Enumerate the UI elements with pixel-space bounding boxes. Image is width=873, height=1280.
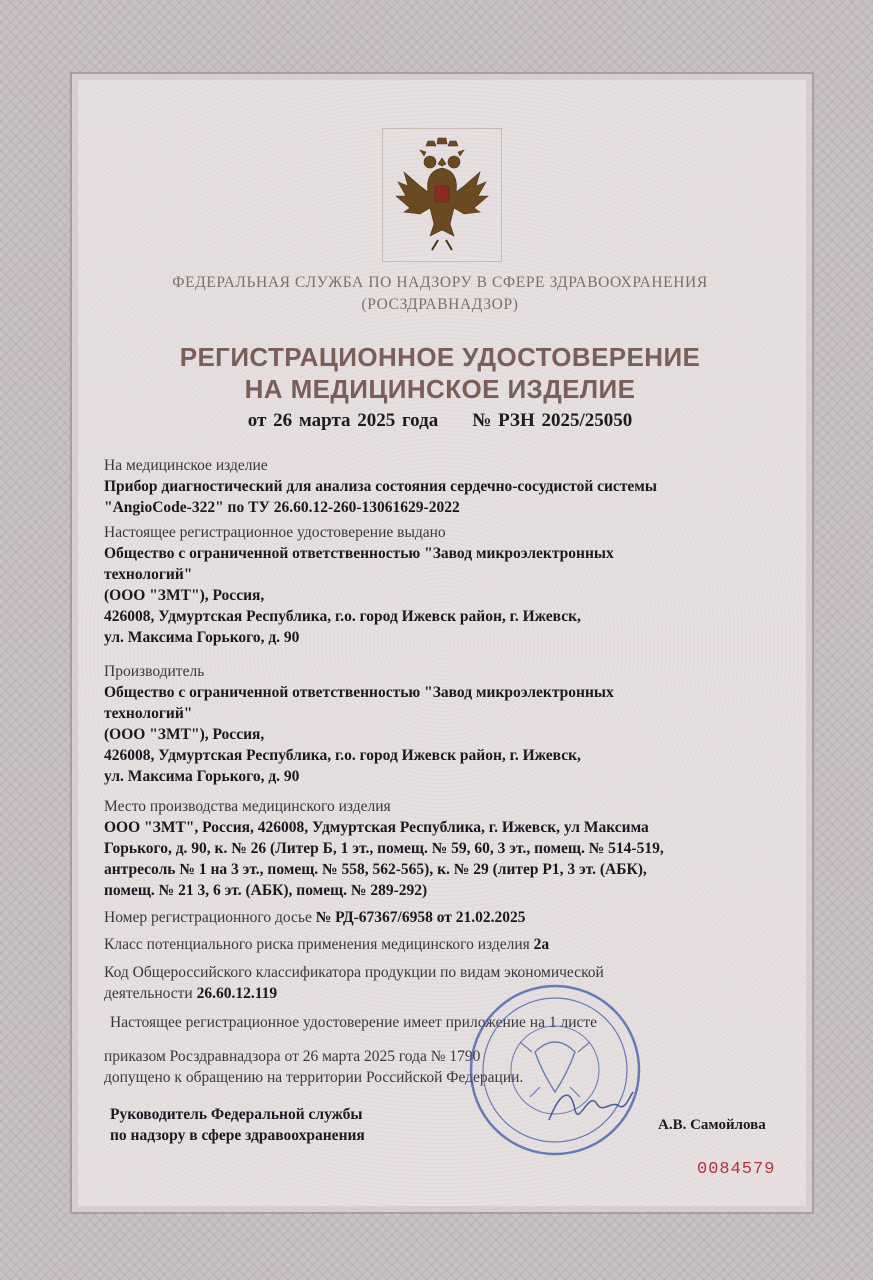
issued-to-value: Общество с ограниченной ответственностью "Завод микроэлектронных технологий" (ООО "ЗМТ"), Россия, 426008, Удмуртская Республика, г.о. город Ижевск район, г. Ижевск, ул. Максима Горького, д. 90 xyxy=(104,545,614,646)
risk-class-value: 2а xyxy=(533,936,550,953)
device-value: Прибор диагностический для анализа состояния сердечно-сосудистой системы "AngioCode-322" по ТУ 26.60.12-260-13061629-2022 xyxy=(104,478,657,516)
okpd-label-line1: Код Общероссийского классификатора продукции по видам экономической xyxy=(104,964,604,981)
order-line2: допущено к обращению на территории Российской Федерации. xyxy=(104,1069,524,1086)
appendix-text: Настоящее регистрационное удостоверение имеет приложение на 1 листе xyxy=(110,1014,598,1031)
manufacturer-value: Общество с ограниченной ответственностью "Завод микроэлектронных технологий" (ООО "ЗМТ"), Россия, 426008, Удмуртская Республика, г.о. город Ижевск район, г. Ижевск, ул. Максима Горького, д. 90 xyxy=(104,684,614,785)
dossier-value: № РД-67367/6958 от 21.02.2025 xyxy=(315,909,526,926)
agency-name: ФЕДЕРАЛЬНАЯ СЛУЖБА ПО НАДЗОРУ В СФЕРЕ ЗДРАВООХРАНЕНИЯ xyxy=(172,274,708,291)
risk-class-label: Класс потенциального риска применения медицинского изделия xyxy=(104,936,534,953)
dossier-line xyxy=(104,907,794,928)
certificate-number: № РЗН 2025/25050 xyxy=(472,410,633,431)
document-title-line2: НА МЕДИЦИНСКОЕ ИЗДЕЛИЕ xyxy=(244,374,636,404)
production-site-value: ООО "ЗМТ", Россия, 426008, Удмуртская Республика, г. Ижевск, ул Максима Горького, д. 90, к. № 26 (Литер Б, 1 эт., помещ. № 59, 60, 3 эт., помещ. № 514-519, антресоль № 1 на 3 эт., помещ. № 558, 562-565), к. № 29 (литер Р1, 3 эт. (АБК), помещ. № 21 3, 6 эт. (АБК), помещ. № 289-292) xyxy=(104,819,664,899)
manufacturer-section xyxy=(104,661,794,787)
certificate-date-number xyxy=(70,410,810,432)
device-label: На медицинское изделие xyxy=(104,457,268,474)
risk-class-line xyxy=(104,934,794,955)
order-line1: приказом Росздравнадзора от 26 марта 2025 года № 1790 xyxy=(104,1048,481,1065)
issued-to-label: Настоящее регистрационное удостоверение выдано xyxy=(104,524,446,541)
okpd-label-line2: деятельности xyxy=(104,985,197,1002)
signatory-name: А.В. Самойлова xyxy=(658,1117,766,1133)
okpd-section xyxy=(104,962,794,1004)
issued-to-section xyxy=(104,522,794,648)
production-site-section xyxy=(104,796,794,901)
production-site-label: Место производства медицинского изделия xyxy=(104,798,391,815)
okpd-value: 26.60.12.119 xyxy=(196,985,278,1002)
dossier-label: Номер регистрационного досье xyxy=(104,909,316,926)
handwritten-signature xyxy=(545,1080,635,1130)
official-round-stamp xyxy=(460,982,650,1157)
agency-abbreviation: (РОСЗДРАВНАДЗОР) xyxy=(361,296,519,313)
coat-of-arms-emblem xyxy=(382,128,502,262)
document-title-line1: РЕГИСТРАЦИОННОЕ УДОСТОВЕРЕНИЕ xyxy=(179,342,701,372)
device-section xyxy=(104,455,794,518)
manufacturer-label: Производитель xyxy=(104,663,205,680)
order-section xyxy=(104,1046,794,1088)
signatory-title: Руководитель Федеральной службы по надзору в сфере здравоохранения xyxy=(110,1106,365,1144)
certificate-date: от 26 марта 2025 года xyxy=(247,410,439,431)
serial-number: 0084579 xyxy=(697,1160,776,1179)
